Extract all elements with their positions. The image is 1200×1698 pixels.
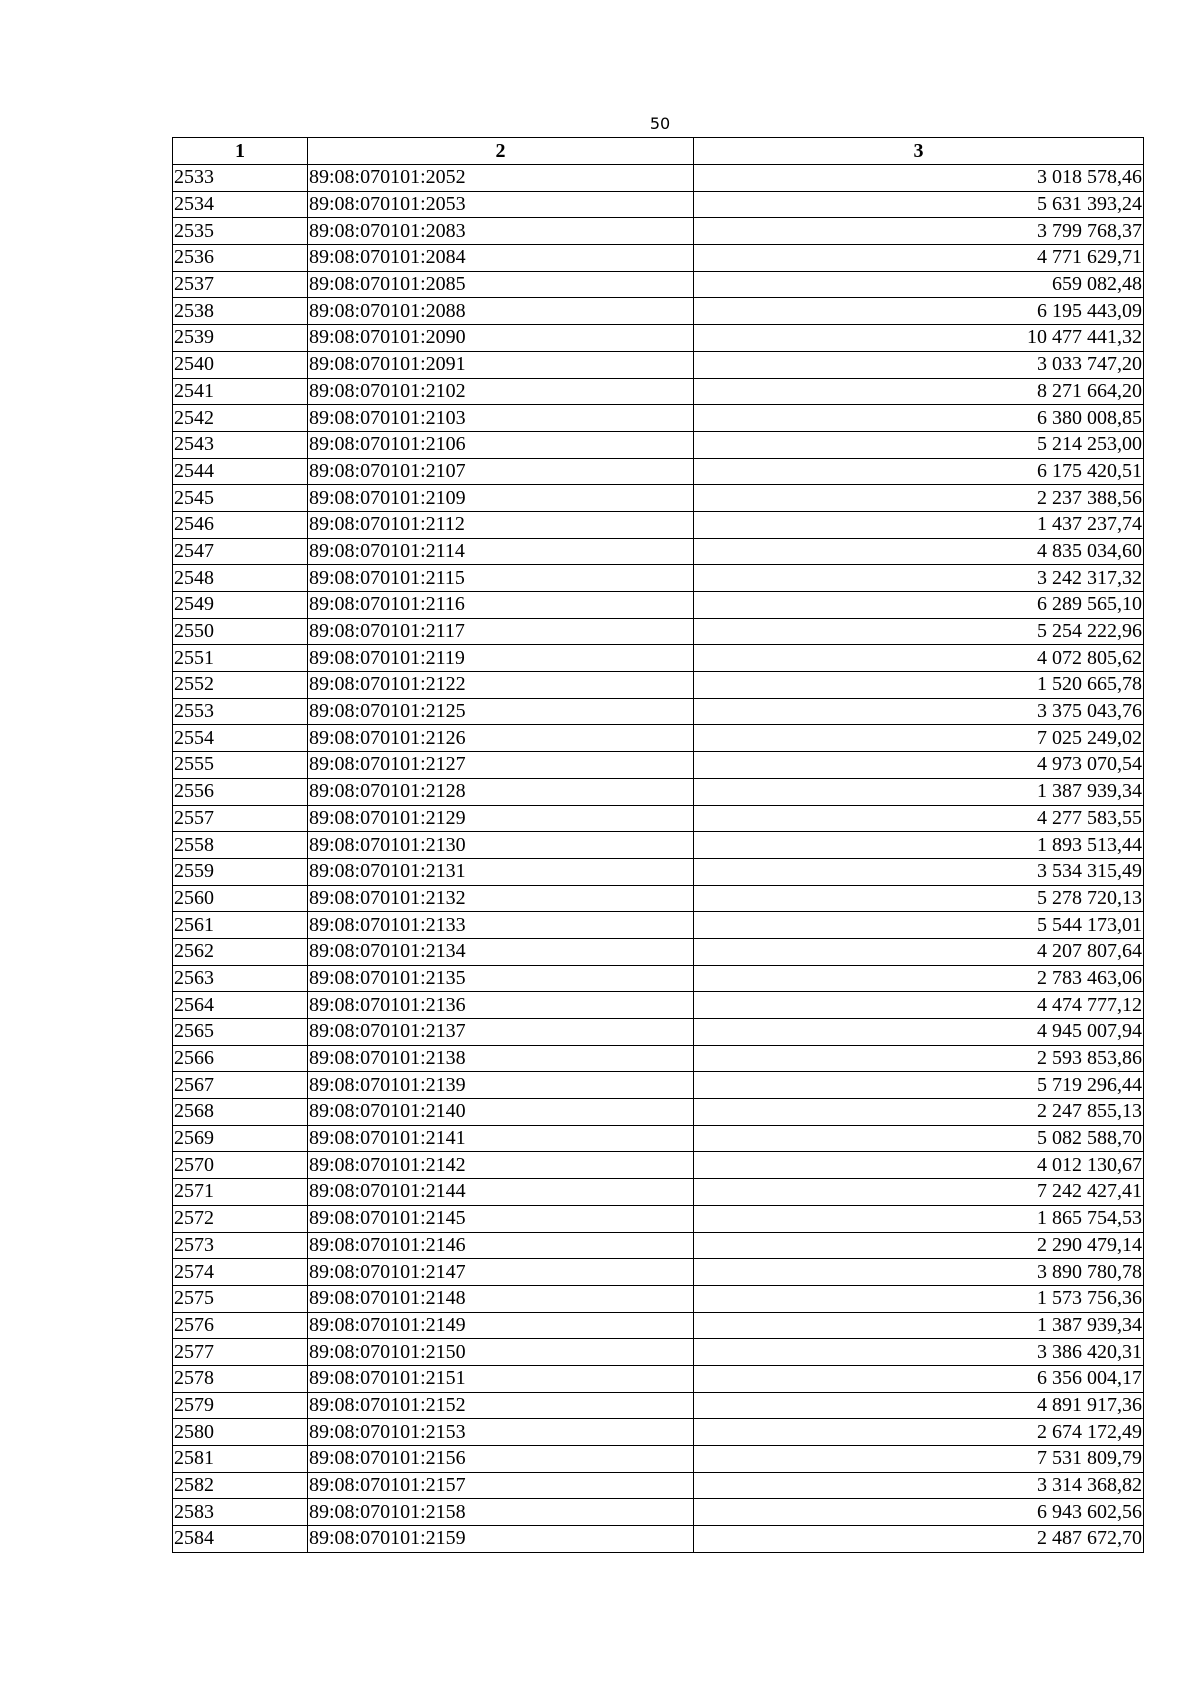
- cadastral-number-cell: 89:08:070101:2138: [308, 1045, 694, 1072]
- table-row: [173, 1179, 1144, 1206]
- value-cell: 4 891 917,36: [694, 1392, 1144, 1419]
- row-number-cell: 2545: [173, 485, 308, 512]
- table-row: [173, 805, 1144, 832]
- value-cell: 1 865 754,53: [694, 1205, 1144, 1232]
- table-row: [173, 1259, 1144, 1286]
- row-number-cell: 2549: [173, 592, 308, 619]
- cadastral-number-cell: 89:08:070101:2091: [308, 351, 694, 378]
- row-number-cell: 2540: [173, 351, 308, 378]
- value-cell: 4 945 007,94: [694, 1019, 1144, 1046]
- table-row: [173, 1499, 1144, 1526]
- cadastral-number-cell: 89:08:070101:2129: [308, 805, 694, 832]
- row-number-cell: 2548: [173, 565, 308, 592]
- cadastral-number-cell: 89:08:070101:2146: [308, 1232, 694, 1259]
- cadastral-number-cell: 89:08:070101:2114: [308, 538, 694, 565]
- column-header-2: 2: [308, 138, 694, 165]
- value-cell: 5 254 222,96: [694, 618, 1144, 645]
- value-cell: 4 072 805,62: [694, 645, 1144, 672]
- cadastral-number-cell: 89:08:070101:2157: [308, 1472, 694, 1499]
- table-row: [173, 1285, 1144, 1312]
- value-cell: 5 719 296,44: [694, 1072, 1144, 1099]
- value-cell: 4 474 777,12: [694, 992, 1144, 1019]
- row-number-cell: 2569: [173, 1125, 308, 1152]
- cadastral-number-cell: 89:08:070101:2083: [308, 218, 694, 245]
- cadastral-number-cell: 89:08:070101:2109: [308, 485, 694, 512]
- row-number-cell: 2559: [173, 858, 308, 885]
- table-row: [173, 1392, 1144, 1419]
- table-row: [173, 778, 1144, 805]
- row-number-cell: 2567: [173, 1072, 308, 1099]
- cadastral-number-cell: 89:08:070101:2139: [308, 1072, 694, 1099]
- cadastral-number-cell: 89:08:070101:2137: [308, 1019, 694, 1046]
- value-cell: 4 012 130,67: [694, 1152, 1144, 1179]
- cadastral-number-cell: 89:08:070101:2152: [308, 1392, 694, 1419]
- row-number-cell: 2537: [173, 271, 308, 298]
- cadastral-number-cell: 89:08:070101:2132: [308, 885, 694, 912]
- table-row: [173, 378, 1144, 405]
- table-row: [173, 431, 1144, 458]
- row-number-cell: 2541: [173, 378, 308, 405]
- value-cell: 1 573 756,36: [694, 1285, 1144, 1312]
- row-number-cell: 2544: [173, 458, 308, 485]
- cadastral-number-cell: 89:08:070101:2130: [308, 832, 694, 859]
- row-number-cell: 2574: [173, 1259, 308, 1286]
- cadastral-number-cell: 89:08:070101:2140: [308, 1099, 694, 1126]
- cadastral-number-cell: 89:08:070101:2122: [308, 672, 694, 699]
- value-cell: 5 214 253,00: [694, 431, 1144, 458]
- row-number-cell: 2575: [173, 1285, 308, 1312]
- value-cell: 2 487 672,70: [694, 1526, 1144, 1553]
- row-number-cell: 2538: [173, 298, 308, 325]
- cadastral-number-cell: 89:08:070101:2084: [308, 245, 694, 272]
- row-number-cell: 2558: [173, 832, 308, 859]
- table-row: [173, 1446, 1144, 1473]
- cadastral-number-cell: 89:08:070101:2119: [308, 645, 694, 672]
- table-row: [173, 938, 1144, 965]
- value-cell: 4 207 807,64: [694, 938, 1144, 965]
- table-row: [173, 965, 1144, 992]
- table-row: [173, 1472, 1144, 1499]
- row-number-cell: 2580: [173, 1419, 308, 1446]
- cadastral-number-cell: 89:08:070101:2151: [308, 1365, 694, 1392]
- value-cell: 2 237 388,56: [694, 485, 1144, 512]
- row-number-cell: 2578: [173, 1365, 308, 1392]
- row-number-cell: 2553: [173, 698, 308, 725]
- value-cell: 8 271 664,20: [694, 378, 1144, 405]
- cadastral-number-cell: 89:08:070101:2133: [308, 912, 694, 939]
- row-number-cell: 2582: [173, 1472, 308, 1499]
- cadastral-number-cell: 89:08:070101:2150: [308, 1339, 694, 1366]
- value-cell: 4 973 070,54: [694, 752, 1144, 779]
- table-row: [173, 618, 1144, 645]
- cadastral-number-cell: 89:08:070101:2153: [308, 1419, 694, 1446]
- value-cell: 2 674 172,49: [694, 1419, 1144, 1446]
- cadastral-number-cell: 89:08:070101:2131: [308, 858, 694, 885]
- cadastral-number-cell: 89:08:070101:2107: [308, 458, 694, 485]
- cadastral-number-cell: 89:08:070101:2149: [308, 1312, 694, 1339]
- value-cell: 1 437 237,74: [694, 511, 1144, 538]
- value-cell: 4 835 034,60: [694, 538, 1144, 565]
- cadastral-number-cell: 89:08:070101:2115: [308, 565, 694, 592]
- table-row: [173, 298, 1144, 325]
- value-cell: 3 534 315,49: [694, 858, 1144, 885]
- cadastral-number-cell: 89:08:070101:2141: [308, 1125, 694, 1152]
- cadastral-number-cell: 89:08:070101:2147: [308, 1259, 694, 1286]
- value-cell: 6 943 602,56: [694, 1499, 1144, 1526]
- row-number-cell: 2539: [173, 325, 308, 352]
- row-number-cell: 2563: [173, 965, 308, 992]
- row-number-cell: 2565: [173, 1019, 308, 1046]
- row-number-cell: 2552: [173, 672, 308, 699]
- row-number-cell: 2572: [173, 1205, 308, 1232]
- value-cell: 3 314 368,82: [694, 1472, 1144, 1499]
- row-number-cell: 2566: [173, 1045, 308, 1072]
- table-row: [173, 325, 1144, 352]
- cadastral-number-cell: 89:08:070101:2125: [308, 698, 694, 725]
- table-row: [173, 1526, 1144, 1553]
- row-number-cell: 2547: [173, 538, 308, 565]
- table-row: [173, 191, 1144, 218]
- row-number-cell: 2551: [173, 645, 308, 672]
- table-row: [173, 1205, 1144, 1232]
- table-row: [173, 832, 1144, 859]
- table-row: [173, 485, 1144, 512]
- page-number: 50: [649, 114, 671, 133]
- value-cell: 5 278 720,13: [694, 885, 1144, 912]
- value-cell: 4 771 629,71: [694, 245, 1144, 272]
- value-cell: 6 380 008,85: [694, 405, 1144, 432]
- table-row: [173, 565, 1144, 592]
- row-number-cell: 2555: [173, 752, 308, 779]
- cadastral-number-cell: 89:08:070101:2090: [308, 325, 694, 352]
- cadastral-number-cell: 89:08:070101:2106: [308, 431, 694, 458]
- table-row: [173, 725, 1144, 752]
- value-cell: 1 387 939,34: [694, 778, 1144, 805]
- data-table: [172, 137, 1144, 1553]
- row-number-cell: 2560: [173, 885, 308, 912]
- value-cell: 4 277 583,55: [694, 805, 1144, 832]
- value-cell: 5 631 393,24: [694, 191, 1144, 218]
- table-row: [173, 405, 1144, 432]
- table-row: [173, 1312, 1144, 1339]
- table-row: [173, 538, 1144, 565]
- row-number-cell: 2550: [173, 618, 308, 645]
- value-cell: 2 783 463,06: [694, 965, 1144, 992]
- cadastral-number-cell: 89:08:070101:2128: [308, 778, 694, 805]
- row-number-cell: 2568: [173, 1099, 308, 1126]
- cadastral-number-cell: 89:08:070101:2135: [308, 965, 694, 992]
- table-row: [173, 458, 1144, 485]
- table-row: [173, 645, 1144, 672]
- cadastral-number-cell: 89:08:070101:2112: [308, 511, 694, 538]
- cadastral-number-cell: 89:08:070101:2136: [308, 992, 694, 1019]
- row-number-cell: 2535: [173, 218, 308, 245]
- row-number-cell: 2536: [173, 245, 308, 272]
- row-number-cell: 2577: [173, 1339, 308, 1366]
- table-row: [173, 511, 1144, 538]
- value-cell: 10 477 441,32: [694, 325, 1144, 352]
- row-number-cell: 2557: [173, 805, 308, 832]
- value-cell: 3 033 747,20: [694, 351, 1144, 378]
- row-number-cell: 2564: [173, 992, 308, 1019]
- value-cell: 6 356 004,17: [694, 1365, 1144, 1392]
- value-cell: 7 242 427,41: [694, 1179, 1144, 1206]
- table-row: [173, 245, 1144, 272]
- cadastral-number-cell: 89:08:070101:2126: [308, 725, 694, 752]
- value-cell: 6 175 420,51: [694, 458, 1144, 485]
- cadastral-number-cell: 89:08:070101:2159: [308, 1526, 694, 1553]
- row-number-cell: 2584: [173, 1526, 308, 1553]
- value-cell: 5 082 588,70: [694, 1125, 1144, 1152]
- cadastral-number-cell: 89:08:070101:2156: [308, 1446, 694, 1473]
- row-number-cell: 2583: [173, 1499, 308, 1526]
- table-row: [173, 1339, 1144, 1366]
- value-cell: 5 544 173,01: [694, 912, 1144, 939]
- row-number-cell: 2533: [173, 165, 308, 192]
- cadastral-number-cell: 89:08:070101:2134: [308, 938, 694, 965]
- row-number-cell: 2570: [173, 1152, 308, 1179]
- value-cell: 6 195 443,09: [694, 298, 1144, 325]
- table-row: [173, 1419, 1144, 1446]
- cadastral-number-cell: 89:08:070101:2127: [308, 752, 694, 779]
- cadastral-number-cell: 89:08:070101:2052: [308, 165, 694, 192]
- row-number-cell: 2546: [173, 511, 308, 538]
- table-row: [173, 672, 1144, 699]
- row-number-cell: 2534: [173, 191, 308, 218]
- table-row: [173, 992, 1144, 1019]
- row-number-cell: 2576: [173, 1312, 308, 1339]
- cadastral-number-cell: 89:08:070101:2148: [308, 1285, 694, 1312]
- value-cell: 7 025 249,02: [694, 725, 1144, 752]
- table-row: [173, 165, 1144, 192]
- cadastral-number-cell: 89:08:070101:2088: [308, 298, 694, 325]
- table-row: [173, 698, 1144, 725]
- cadastral-number-cell: 89:08:070101:2158: [308, 1499, 694, 1526]
- table-row: [173, 1365, 1144, 1392]
- row-number-cell: 2556: [173, 778, 308, 805]
- cadastral-number-cell: 89:08:070101:2144: [308, 1179, 694, 1206]
- value-cell: 7 531 809,79: [694, 1446, 1144, 1473]
- table-row: [173, 1125, 1144, 1152]
- cadastral-number-cell: 89:08:070101:2053: [308, 191, 694, 218]
- row-number-cell: 2571: [173, 1179, 308, 1206]
- row-number-cell: 2579: [173, 1392, 308, 1419]
- cadastral-number-cell: 89:08:070101:2145: [308, 1205, 694, 1232]
- value-cell: 3 799 768,37: [694, 218, 1144, 245]
- table-row: [173, 1045, 1144, 1072]
- cadastral-number-cell: 89:08:070101:2102: [308, 378, 694, 405]
- table-row: [173, 1072, 1144, 1099]
- table-row: [173, 1099, 1144, 1126]
- table-header-row: [173, 138, 1144, 165]
- value-cell: 3 890 780,78: [694, 1259, 1144, 1286]
- row-number-cell: 2543: [173, 431, 308, 458]
- cadastral-number-cell: 89:08:070101:2142: [308, 1152, 694, 1179]
- table-row: [173, 351, 1144, 378]
- value-cell: 3 242 317,32: [694, 565, 1144, 592]
- table-row: [173, 1019, 1144, 1046]
- table-row: [173, 752, 1144, 779]
- cadastral-number-cell: 89:08:070101:2116: [308, 592, 694, 619]
- value-cell: 3 375 043,76: [694, 698, 1144, 725]
- table-row: [173, 912, 1144, 939]
- value-cell: 1 520 665,78: [694, 672, 1144, 699]
- value-cell: 1 387 939,34: [694, 1312, 1144, 1339]
- row-number-cell: 2561: [173, 912, 308, 939]
- column-header-1: 1: [173, 138, 308, 165]
- table-row: [173, 885, 1144, 912]
- row-number-cell: 2554: [173, 725, 308, 752]
- value-cell: 3 386 420,31: [694, 1339, 1144, 1366]
- cadastral-number-cell: 89:08:070101:2085: [308, 271, 694, 298]
- table-row: [173, 1232, 1144, 1259]
- value-cell: 2 290 479,14: [694, 1232, 1144, 1259]
- value-cell: 1 893 513,44: [694, 832, 1144, 859]
- row-number-cell: 2573: [173, 1232, 308, 1259]
- column-header-3: 3: [694, 138, 1144, 165]
- table-row: [173, 271, 1144, 298]
- row-number-cell: 2562: [173, 938, 308, 965]
- cadastral-number-cell: 89:08:070101:2117: [308, 618, 694, 645]
- cadastral-number-cell: 89:08:070101:2103: [308, 405, 694, 432]
- value-cell: 2 593 853,86: [694, 1045, 1144, 1072]
- value-cell: 659 082,48: [694, 271, 1144, 298]
- table-row: [173, 592, 1144, 619]
- table-row: [173, 858, 1144, 885]
- value-cell: 3 018 578,46: [694, 165, 1144, 192]
- value-cell: 6 289 565,10: [694, 592, 1144, 619]
- table-row: [173, 1152, 1144, 1179]
- row-number-cell: 2542: [173, 405, 308, 432]
- value-cell: 2 247 855,13: [694, 1099, 1144, 1126]
- table-body: [173, 165, 1144, 1553]
- table-row: [173, 218, 1144, 245]
- row-number-cell: 2581: [173, 1446, 308, 1473]
